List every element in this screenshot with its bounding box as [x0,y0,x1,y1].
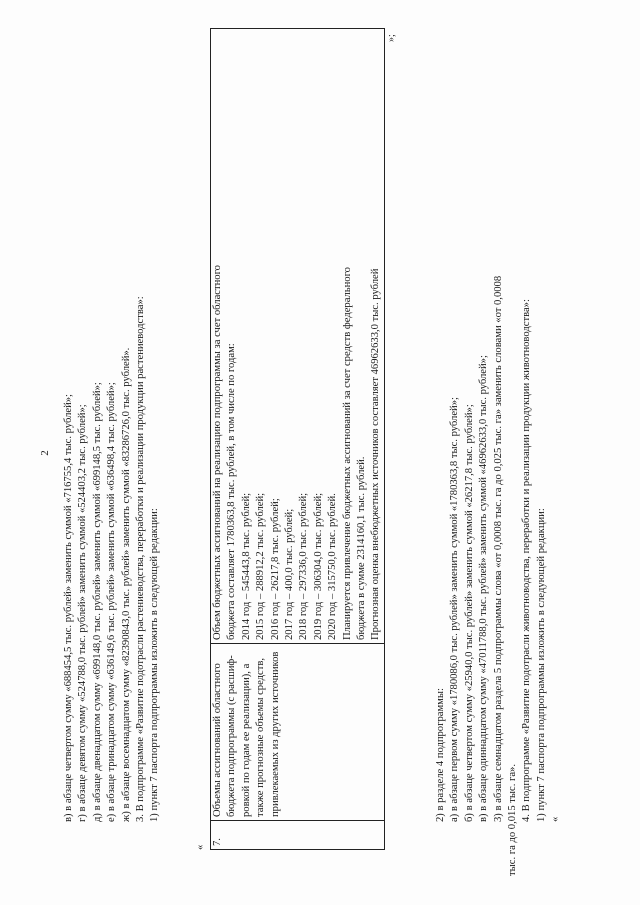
amendments-list-top [62,30,163,850]
amendment-line: в) в абзаце четвертом сумму «688454,5 тыс. рублей» заменить суммой «716755,4 тыс. рублей»; [63,394,74,822]
content-line: Объем бюджетных ассигнований на реализацию подпрограммы за счет областного [212,265,223,640]
content-line: 2015 год – 288912,2 тыс. рублей; [255,492,267,640]
content-line: 2016 год – 26217,8 тыс. рублей; [269,498,281,640]
content-line: 2017 год – 400,0 тыс. рублей; [284,508,296,640]
closing-quote: »; [386,34,397,42]
amendment-line: а) в абзаце первом сумму «1780086,0 тыс. рублей» заменить суммой «1780363,8 тыс. рублей»; [449,397,461,822]
amendment-line: 1) пункт 7 паспорта подпрограммы изложить в следующей редакции: [535,508,547,822]
content-line: 2020 год – 315750,0 тыс. рублей. [327,493,339,640]
name-line: привлекаемых из других источников [269,651,281,817]
rotated-page-content [32,28,612,878]
amendment-line: д) в абзаце двенадцатом сумму «699148,0 тыс. рублей» заменить суммой «699148,5 тыс. рублей»; [91,382,103,822]
section-heading: 4. В подпрограмме «Развитие подотрасли животноводства, переработки и реализации продукции животноводства»: [521,299,533,822]
content-line: бюджета в сумме 2314160,1 тыс. рублей. [356,456,368,640]
page-number: 2 [39,450,51,456]
name-line: также прогнозные объемы средств, [255,657,267,817]
opening-quote: « [550,816,562,822]
name-line: ровкой по годам ее реализации), а [240,663,252,817]
amendment-line: в) в абзаце одиннадцатом сумму «47011788,0 тыс. рублей» заменить суммой «46962633,0 тыс. рублей»; [478,355,490,822]
content-line: Прогнозная оценка внебюджетных источников составляет 46962633,0 тыс. рублей [370,268,382,640]
passport-table [210,28,385,850]
amendment-line: 1) пункт 7 паспорта подпрограммы изложить в следующей редакции: [149,508,161,822]
row-name-cell [211,644,385,821]
content-line: 2018 год – 297336,0 тыс. рублей; [298,492,310,640]
amendment-line-continuation: тыс. га до 0,015 тыс. га». [507,764,519,876]
content-line: бюджета составляет 1780363,8 тыс. рублей, в том числе по годам: [226,343,238,640]
amendments-list-bottom [434,30,564,876]
amendment-line: е) в абзаце тринадцатом сумму «636149,6 тыс. рублей» заменить суммой «636498,4 тыс. рублей»; [106,382,118,822]
amendment-line: г) в абзаце девятом сумму «524788,0 тыс. рублей» заменить суммой «524403,2 тыс. рублей»; [77,404,89,822]
row-number-cell: 7. [211,821,385,850]
table-row [211,29,385,850]
amendment-line: ж) в абзаце восемнадцатом сумму «82390843,0 тыс. рублей» заменить суммой «83286726,0 тыс. рублей». [120,347,132,822]
name-line: бюджета подпрограммы (с расшиф- [226,655,238,817]
name-line: Объемы ассигнований областного [212,663,223,817]
opening-quote: « [195,844,206,850]
section-heading: 3. В подпрограмме «Развитие подотрасли растениеводства, переработки и реализации продукции растениеводства»: [135,296,147,822]
content-line: Планируется привлечение бюджетных ассигнований за счет средств федерального [341,267,353,640]
content-line: 2019 год – 306304,0 тыс. рублей; [312,492,324,640]
amendment-line: 2) в разделе 4 подпрограммы: [435,688,446,822]
amendment-line: 3) в абзаце семнадцатом раздела 5 подпрограммы слова «от 0,0008 тыс. га до 0,025 тыс. га» заменить словами «от 0,0008 [492,275,504,822]
content-line: 2014 год – 545443,8 тыс. рублей; [240,492,252,640]
row-content-cell [211,29,385,644]
amendment-line: б) в абзаце четвертом сумму «25940,0 тыс. рублей» заменить суммой «26217,8 тыс. рублей»; [463,404,475,822]
